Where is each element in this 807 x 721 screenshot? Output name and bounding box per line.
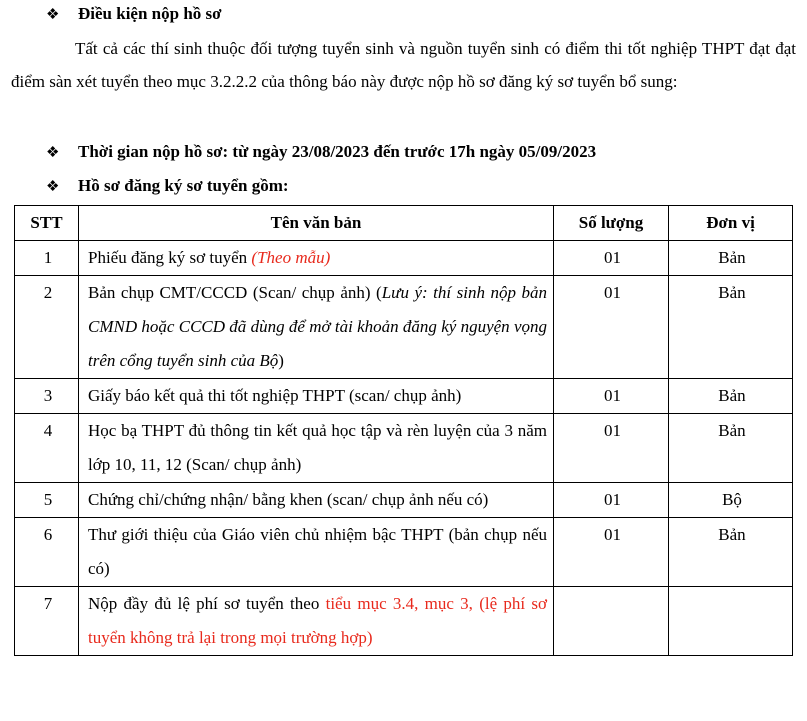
header-unit: Đơn vị [669, 206, 793, 241]
row-quantity: 01 [554, 414, 669, 483]
row-document-name: Chứng chỉ/chứng nhận/ bằng khen (scan/ chụp ảnh nếu có) [79, 483, 554, 518]
table-row [15, 587, 793, 656]
section-heading-documents [46, 176, 289, 196]
row-document-name: Thư giới thiệu của Giáo viên chủ nhiệm bậc THPT (bản chụp nếu có) [79, 518, 554, 587]
section-heading-deadline [46, 142, 596, 162]
heading-deadline-text: Thời gian nộp hồ sơ: từ ngày 23/08/2023 đến trước 17h ngày 05/09/2023 [78, 142, 597, 161]
row-unit: Bản [669, 379, 793, 414]
row-quantity: 01 [554, 241, 669, 276]
row-unit [669, 587, 793, 656]
row-document-name: Phiếu đăng ký sơ tuyển (Theo mẫu) [79, 241, 554, 276]
row-unit: Bản [669, 276, 793, 379]
row-quantity [554, 587, 669, 656]
row-document-name: Giấy báo kết quả thi tốt nghiệp THPT (scan/ chụp ảnh) [79, 379, 554, 414]
row-stt: 2 [15, 276, 79, 379]
row-stt: 6 [15, 518, 79, 587]
table-row [15, 414, 793, 483]
diamond-bullet-icon: ❖ [46, 6, 60, 23]
row-stt: 3 [15, 379, 79, 414]
row-quantity: 01 [554, 379, 669, 414]
heading-conditions-text: Điều kiện nộp hồ sơ [78, 4, 222, 23]
row-quantity: 01 [554, 483, 669, 518]
row-quantity: 01 [554, 518, 669, 587]
conditions-paragraph [11, 32, 796, 98]
row-stt: 5 [15, 483, 79, 518]
row-unit: Bộ [669, 483, 793, 518]
row-document-name: Học bạ THPT đủ thông tin kết quả học tập và rèn luyện của 3 năm lớp 10, 11, 12 (Scan/ chụp ảnh) [79, 414, 554, 483]
heading-documents-text: Hồ sơ đăng ký sơ tuyển gồm: [78, 176, 289, 195]
table-header-row [15, 206, 793, 241]
row-unit: Bản [669, 518, 793, 587]
header-stt: STT [15, 206, 79, 241]
table-row [15, 276, 793, 379]
row-unit: Bản [669, 414, 793, 483]
table-row [15, 241, 793, 276]
conditions-paragraph-text: Tất cả các thí sinh thuộc đối tượng tuyển sinh và nguồn tuyển sinh có điểm thi tốt nghiệp THPT đạt đạt điểm sàn xét tuyển theo mục 3.2.2.2 của thông báo này được nộp hồ sơ đăng ký sơ tuyển bổ sung: [11, 39, 796, 91]
diamond-bullet-icon: ❖ [46, 144, 60, 161]
row-document-name: Nộp đầy đủ lệ phí sơ tuyển theo tiểu mục 3.4, mục 3, (lệ phí sơ tuyển không trả lại trong mọi trường hợp) [79, 587, 554, 656]
row-stt: 4 [15, 414, 79, 483]
header-document-name: Tên văn bản [79, 206, 554, 241]
diamond-bullet-icon: ❖ [46, 178, 60, 195]
table-row [15, 379, 793, 414]
row-quantity: 01 [554, 276, 669, 379]
table-row [15, 483, 793, 518]
header-quantity: Số lượng [554, 206, 669, 241]
row-document-name: Bản chụp CMT/CCCD (Scan/ chụp ảnh) (Lưu ý: thí sinh nộp bản CMND hoặc CCCD đã dùng để mở tài khoản đăng ký nguyện vọng trên cổng tuyển sinh của Bộ) [79, 276, 554, 379]
row-stt: 1 [15, 241, 79, 276]
row-stt: 7 [15, 587, 79, 656]
documents-table [14, 205, 793, 656]
row-unit: Bản [669, 241, 793, 276]
table-row [15, 518, 793, 587]
section-heading-conditions [46, 4, 222, 24]
